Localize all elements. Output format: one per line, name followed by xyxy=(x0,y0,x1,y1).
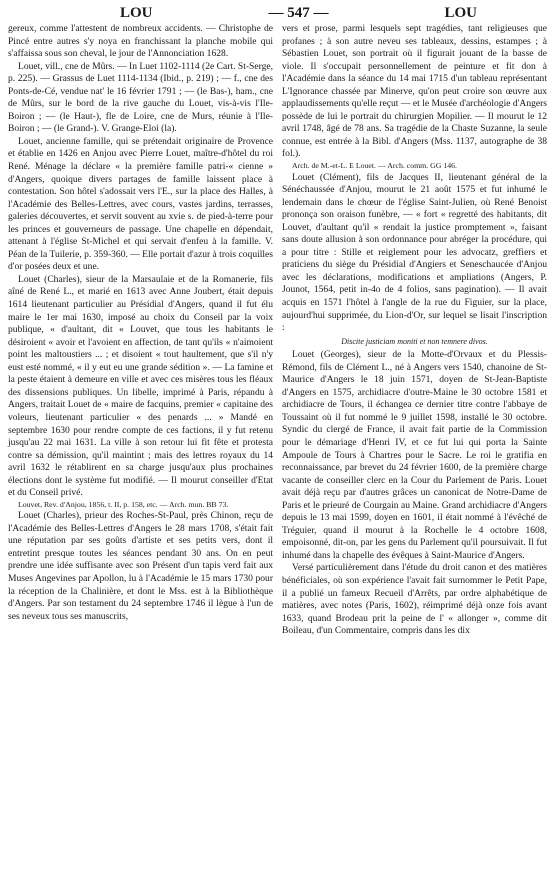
page-number: — 547 — xyxy=(268,5,329,21)
entry-louet-charles-prieur: Louet (Charles), prieur des Roches-St-Paul, près Chinon, reçu de l'Académie des Belles-Lettres d'Angers le 28 mars 1708, s'était fait une réputation par ses goûts d'artiste et ses petits vers, dont il entretint presque toutes les séances pendant 30 ans. On en peut prendre une idée suffisante avec son Présent d'un tapis verd fait aux Muses Angevines par Apollon, lu à l'Académie le 15 mars 1730 pour la réception de la Chalinière, et dont le Mss. est à la Bibliothèque d'Angers. Par son testament du 24 septembre 1746 il lègue à l'un de ses neveux tous ses manuscrits, xyxy=(8,510,273,622)
entry-louet-clement: Louet (Clément), fils de Jacques II, lieutenant général de la Sénéchaussée d'Anjou, mourut le 21 août 1575 et fut inhumé le lendemain dans le chœur de l'église Saint-Julien, où René Benoist prononça son oraison funèbre, — « fort « regretté des habitants, dit Louvet, d'aultant qu'il « rendait la justice promptement », faisant sans doute allusion à son ordonnance pour abréger la procédure, qui a pour titre : Stille et reiglement pour les advocatz, greffiers et praticiens du siège du Présidial d'Angiers et Seneschaucée d'Anjou avec les déclarations, modifications et ampliations (Angers, P. Jounot, 1564, petit in-4o de 4 folios, sans pagination). — Il avait acquis en 1571 l'hôtel à l'angle de la rue du Figuier, sur la place, aujourd'hui supprimée, du Lion-d'Or, sur lequel se lisait l'inscription : xyxy=(282,171,547,334)
entry-louet-charles-maire: Louet (Charles), sieur de la Marsaulaie et de la Romanerie, fils aîné de René L., et marié en 1613 avec Anne Joubert, était depuis 1614 lieutenant particulier au Présidial d'Angers, quand il fut élu maire le 1er mai 1630, imposé au choix du Conseil par la voix publique, « d'aultant, dit « Louvet, que tous les habitants le désiroient « avoir et l'avoient en affection, de tant qu'ils « n'aimoient point les maltoustiers ... ; et disoient « tout haultement, que s'il n'y eust esté nommé, « il y eut eu une grande sédition ». — La famine et la peste étaient à demeure en ville et avec ces misères tous les fléaux des dissensions publiques. Un libelle, imprimé à Paris, répandu à Angers, traitait Louet de « maire de facquins, premier « capitaine des voleurs, lieutenant particulier « des penards ... » Mandé en septembre 1630 pour rendre compte de ces factions, il y fut retenu jusqu'au 22 mai 1631. La ville à son retour lui fit fête et protesta contre sa démission, qu'il maintint ; mais des lettres royaux du 14 avril 1632 le rétablirent en sa charge jusqu'aux plus prochaines élections dont le système fut modifié. — Il mourut conseiller d'Etat et du Conseil privé. xyxy=(8,273,273,499)
entry-louet-famille: Louet, ancienne famille, qui se prétendait originaire de Provence et établie en 1426 en Anjou avec Pierre Louet, maître-d'hôtel du roi René. Ménage la déclare « la première famille patri-« cienne » d'Angers, quoique divers partages de famille laissent place à contestation. Son hôtel s'adossait vers l'E., sur la place des Halles, à l'Académie des Belles-Lettres, avec cours, vastes jardins, terrasses, galeries découvertes, et servit souvent au xvie s. de pied-à-terre pour les princes et gouverneurs de passage. Une chapelle en dépendait, attenant à l'église St-Michel et qui servait d'enfeu à la famille. V. Péan de la Tuilerie, p. 359-360. — Elle portait d'azur à trois coquilles d'or posées deux et une. xyxy=(8,135,274,273)
paragraph-continuation: gereux, comme l'attestent de nombreux accidents. — Christophe de Pincé entre autres s'y noya en franchissant la planche mobile qui s'affaissa sous son cheval, le jour de l'Annonciation 1628. xyxy=(8,23,273,60)
header-left-word: LOU xyxy=(120,5,153,21)
right-column xyxy=(282,23,547,638)
left-column xyxy=(8,23,273,638)
text-columns xyxy=(8,23,547,638)
latin-inscription: Discite justiciam moniti et non temnere divos. xyxy=(341,336,488,346)
entry-louet-village: Louet, vill., cne de Mûrs. — In Luet 1102-1114 (2e Cart. St-Serge, p. 225). — Grassus de Luet 1114-1134 (Ibid., p. 219) ; — f., cne des Ponts-de-Cé, vendue nat' le 16 février 1791 ; — (le Bas-), ham., cne de Mûrs, sur le bord de la rive gauche du Louet, vis-à-vis l'Ile-Boiron ; — (le Haut-), fle de Loire, cne de Murs, réunie à l'Ile-Boiron ; — (le Grand-). V. Grange-Eloi (la). xyxy=(8,60,273,135)
source-reference: Louvet, Rev. d'Anjou, 1856, t. II, p. 158, etc. — Arch. mun. BB 73. xyxy=(18,499,229,509)
source-reference: Arch. de M.-et-L. E Louet. — Arch. comm. GG 146. xyxy=(292,161,457,171)
paragraph-continuation: vers et prose, parmi lesquels sept tragédies, tant religieuses que profanes ; à son autre neveu ses tableaux, dessins, estampes ; à Sébastien Louet, son portrait où il figurait jouant de la basse de viole. Il s'occupait personnellement de peinture et fit don à l'Académie dans la séance du 14 mai 1715 d'un tableau représentant L'Ignorance chassée par Minerve, qu'on peut croire son œuvre aux applaudissements qu'elle reçut — et le Musée d'archéologie d'Angers possède de lui le portrait du chirurgien Mopilier. — Il mourut le 12 avril 1748, âgé de 78 ans. Sa tragédie de la Chaste Suzanne, la seule connue, est entrée à la Bibl. d'Angers (Mss. 1137, autographe de 38 fol.). xyxy=(282,23,547,160)
page-header xyxy=(8,4,547,22)
entry-louet-georges: Louet (Georges), sieur de la Motte-d'Orvaux et du Plessis-Rémond, fils de Clément L., né à Angers vers 1540, chanoine de St-Maurice d'Angers le 18 juin 1571, doyen de St-Jean-Baptiste d'Angers en 1575, archidiacre d'outre-Maine le 30 octobre 1581 et archidiacre de Tours, il échangea ce dernier titre contre l'abbaye de Toussaint où il fut nommé le 9 juillet 1598, installé le 30 octobre. Syndic du clergé de France, il avait fait partie de la Commission pour le démariage d'Henri IV, et ce fut lui qui porta la Sainte Ampoule de Tours à Chartres pour le Sacre. Le roi le gratifia en reconnaissance, par brevet du 24 février 1600, de la première charge vacante de conseiller clerc en la Cour du Parlement de Paris. Louet avait déjà reçu par d'autres grâces un canonicat de Notre-Dame de Paris et le prieuré de Courgain au Maine. Grand archidiacre d'Angers depuis le 13 mai 1599, doyen en 1601, il était nommé à l'évêché de Tréguier, quand il mourut à la Rochelle le 4 octobre 1608, empoisonné, dit-on, par les gens du Parlement qu'il poursuivait. Il fut inhumé dans la chapelle des évêques à Saint-Maurice d'Angers. xyxy=(282,349,547,561)
paragraph-georges-works: Versé particulièrement dans l'étude du droit canon et des matières bénéficiales, où son expérience l'avait fait surnommer le Petit Pape, il a publié un fameux Recueil d'Arrêts, par ordre alphabétique de matières, avec notes (Paris, 1602), réimprimé déjà onze fois avant 1633, quand Brodeau prit la peine de l' « allonger », comme dit Boileau, d'un Commentaire, compris dans les dix xyxy=(282,562,547,637)
header-right-word: LOU xyxy=(444,5,477,21)
